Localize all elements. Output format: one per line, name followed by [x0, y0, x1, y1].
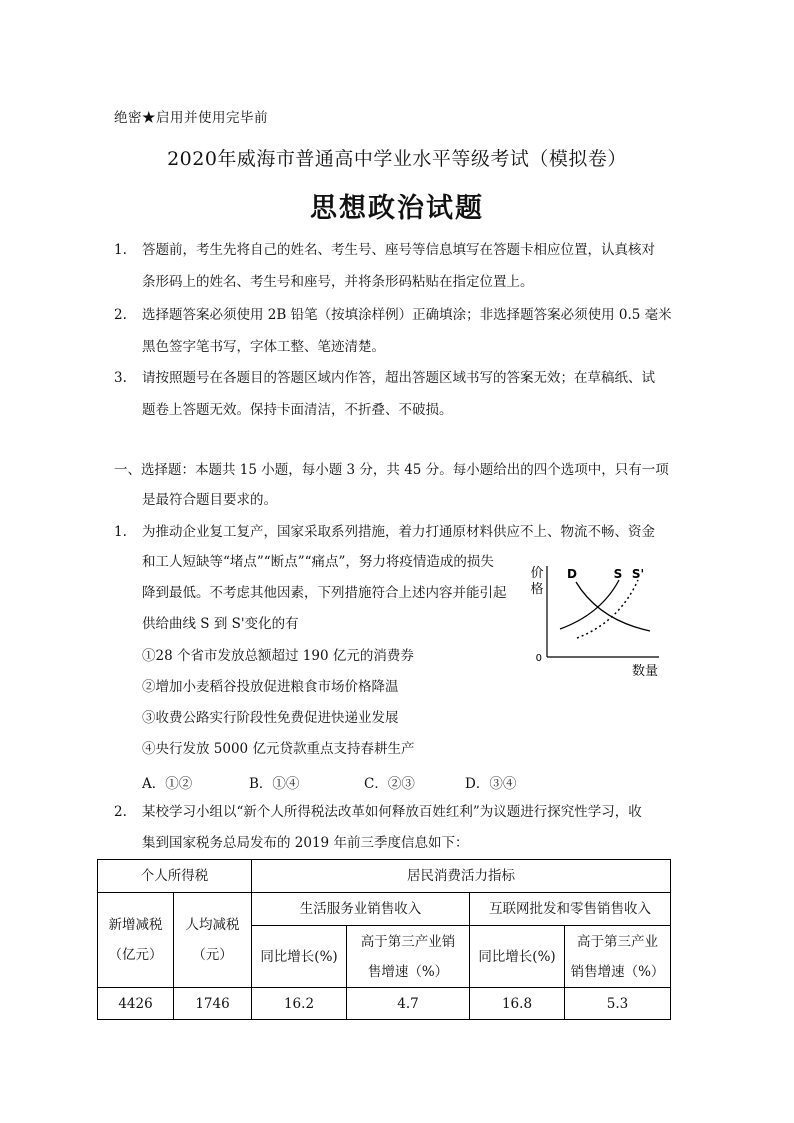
instruction-3-line1: 请按照题号在各题目的答题区域内作答，超出答题区域书写的答案无效；在草稿纸、试: [142, 370, 655, 386]
header-above-tertiary-2: [565, 926, 671, 988]
question-1-item-3: ③收费公路实行阶段性免费促进快递业发展: [142, 710, 399, 726]
question-1-item-1: ①28 个省市发放总额超过 190 亿元的消费券: [142, 648, 414, 664]
question-2-number: 2.: [114, 804, 127, 820]
header-yoy-growth-2: 同比增长(%): [470, 926, 565, 988]
header-per-capita-tax-cut: [174, 893, 252, 988]
question-2-line2: 集到国家税务总局发布的 2019 年前三季度信息如下：: [142, 835, 469, 851]
header-above-tertiary-1-b: 售增速（%）: [367, 963, 449, 980]
header-life-service-revenue: 生活服务业销售收入: [252, 893, 470, 926]
subject-title: 思想政治试题: [310, 193, 484, 224]
supply-curve-s: [560, 580, 619, 629]
question-1-option-c: C．②③: [364, 776, 415, 792]
origin-label: 0: [535, 653, 542, 664]
supply-curve-s-prime: [577, 580, 638, 638]
secret-mark: 绝密★启用并使用完毕前: [114, 110, 268, 126]
question-1-option-a: A．①②: [142, 776, 193, 792]
instruction-2-number: 2.: [114, 307, 127, 323]
question-2-line1: 某校学习小组以“新个人所得税法改革如何释放百姓红利”为议题进行探究性学习，收: [142, 804, 642, 820]
header-yoy-growth-1: 同比增长(%): [252, 926, 347, 988]
table-cell: 5.3: [565, 988, 671, 1020]
curve-d-label: D: [567, 567, 577, 581]
question-1-option-d: D．③④: [465, 776, 517, 792]
header-per-capita-unit: （元）: [192, 947, 233, 963]
header-above-tertiary-2-a: 高于第三产业: [577, 933, 658, 950]
header-income-tax: 个人所得税: [98, 860, 252, 893]
table-cell: 16.8: [470, 988, 565, 1020]
table-cell: 1746: [174, 988, 252, 1020]
question-1-line1: 为推动企业复工复产，国家采取系列措施，着力打通原材料供应不上、物流不畅、资金: [142, 524, 655, 540]
table-cell: 16.2: [252, 988, 347, 1020]
question-1-item-4: ④央行发放 5000 亿元贷款重点支持春耕生产: [142, 741, 415, 757]
instruction-1-number: 1.: [114, 242, 127, 258]
supply-demand-diagram: [525, 558, 665, 683]
question-1-line3: 降到最低。不考虑其他因素，下列措施符合上述内容并能引起: [142, 585, 507, 601]
header-above-tertiary-1: [347, 926, 470, 988]
header-above-tertiary-2-b: 销售增速（%）: [570, 963, 665, 980]
y-axis-label-2: 格: [530, 582, 544, 597]
y-axis-label-1: 价: [530, 566, 544, 581]
question-1-number: 1.: [114, 524, 127, 540]
table-cell: 4.7: [347, 988, 470, 1020]
header-internet-retail-revenue: 互联网批发和零售销售收入: [470, 893, 671, 926]
header-new-tax-cut: [98, 893, 174, 988]
question-1-option-b: B．①④: [249, 776, 300, 792]
question-1-item-2: ②增加小麦稻谷投放促进粮食市场价格降温: [142, 679, 399, 695]
instruction-1-line1: 答题前，考生先将自己的姓名、考生号、座号等信息填写在答题卡相应位置，认真核对: [142, 242, 655, 258]
header-new-tax-cut-label: 新增减税: [108, 917, 163, 933]
instruction-3-number: 3.: [114, 370, 127, 386]
header-above-tertiary-1-a: 高于第三产业销: [360, 933, 456, 950]
section-1-heading-line2: 是最符合题目要求的。: [142, 492, 277, 508]
exam-title: 2020年威海市普通高中学业水平等级考试（模拟卷）: [167, 148, 627, 170]
section-1-heading: 一、选择题：本题共 15 小题，每小题 3 分，共 45 分。每小题给出的四个选项中，只有一项: [114, 462, 669, 478]
question-1-line2: 和工人短缺等“堵点”“断点”“痛点”，努力将疫情造成的损失: [142, 554, 494, 570]
instruction-3-line2: 题卷上答题无效。保持卡面清洁，不折叠、不破损。: [142, 402, 453, 418]
table-cell: 4426: [98, 988, 174, 1020]
curve-s-prime-label: S': [631, 567, 645, 581]
instruction-2-line1: 选择题答案必须使用 2B 铅笔（按填涂样例）正确填涂；非选择题答案必须使用 0.5 毫米: [142, 307, 672, 323]
header-consumption-index: 居民消费活力指标: [252, 860, 671, 893]
question-1-line4: 供给曲线 S 到 S'变化的有: [142, 616, 299, 632]
curve-s-label: S: [613, 567, 623, 581]
tax-consumption-table: [97, 859, 671, 1020]
header-new-tax-cut-unit: （亿元）: [108, 947, 163, 963]
instruction-2-line2: 黑色签字笔书写，字体工整、笔迹清楚。: [142, 339, 385, 355]
header-per-capita-label: 人均减税: [185, 917, 240, 933]
x-axis-label: 数量: [631, 664, 659, 679]
instruction-1-line2: 条形码上的姓名、考生号和座号，并将条形码粘贴在指定位置上。: [142, 274, 534, 290]
